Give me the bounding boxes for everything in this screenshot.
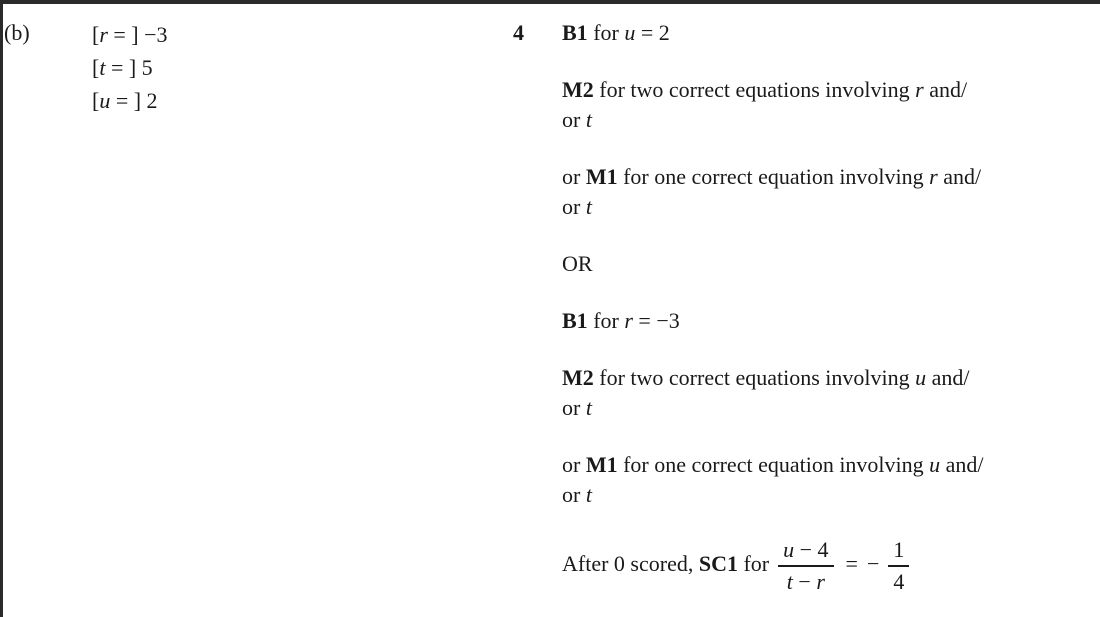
table-border-right xyxy=(0,0,3,617)
note-paragraph-m2-u xyxy=(562,363,1090,423)
equals-sign: = xyxy=(845,551,858,577)
note-line: or t xyxy=(562,194,592,219)
minus-sign: − xyxy=(866,551,880,577)
note-paragraph-m2-r xyxy=(562,75,1090,135)
marks-value: 4 xyxy=(513,20,524,45)
note-line: M2 for two correct equations involving r and/ xyxy=(562,77,968,102)
fraction-numerator: 1 xyxy=(888,537,909,567)
fraction-one-over-four xyxy=(888,537,909,595)
table-border-bottom xyxy=(0,0,1100,4)
fraction-u-minus-4-over-t-minus-r xyxy=(778,537,833,595)
note-paragraph-m1-u xyxy=(562,450,1090,510)
note-line: B1 for u = 2 xyxy=(562,20,670,45)
answer-line-u: [u = ] 2 xyxy=(92,88,158,113)
notes-column xyxy=(562,18,1090,617)
note-line: M2 for two correct equations involving u and/ xyxy=(562,365,970,390)
note-paragraph-m1-r xyxy=(562,162,1090,222)
fraction-denominator: 4 xyxy=(893,569,905,594)
fraction-denominator: t − r xyxy=(786,569,825,594)
note-line: or t xyxy=(562,482,592,507)
question-part-label: (b) xyxy=(4,20,30,45)
note-paragraph-b1-u xyxy=(562,18,1090,48)
note-line: OR xyxy=(562,251,593,276)
note-paragraph-or xyxy=(562,249,1090,279)
fraction-numerator: u − 4 xyxy=(778,537,833,567)
answer-line-r: [r = ] −3 xyxy=(92,22,168,47)
note-line: or M1 for one correct equation involving u and/ xyxy=(562,452,984,477)
note-line: or M1 for one correct equation involving r and/ xyxy=(562,164,982,189)
note-paragraph-b1-r xyxy=(562,306,1090,336)
note-line: or t xyxy=(562,107,592,132)
note-paragraph-sc1 xyxy=(562,537,1090,595)
note-line: B1 for r = −3 xyxy=(562,308,680,333)
answer-column xyxy=(92,18,422,117)
answer-line-t: [t = ] 5 xyxy=(92,55,153,80)
sc1-prefix-text: After 0 scored, SC1 for xyxy=(562,551,770,577)
note-line: or t xyxy=(562,395,592,420)
